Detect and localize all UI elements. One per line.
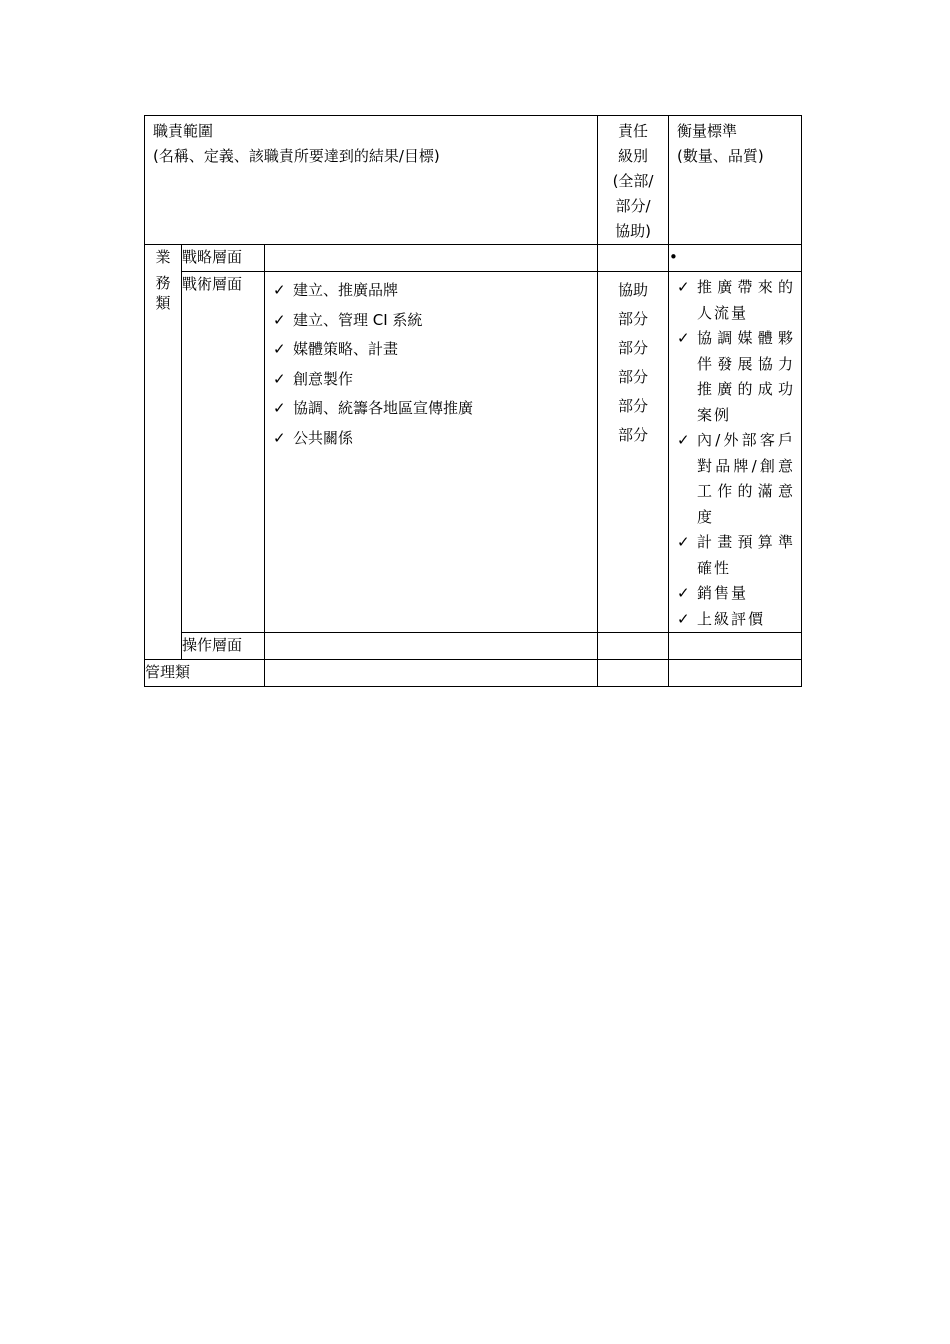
checkmark-icon: ✓ [677,278,690,296]
strategy-measure-cell [669,245,802,272]
management-duty-cell [265,660,598,687]
list-item [677,326,795,428]
duty-text: 建立、管理 CI 系統 [293,310,423,329]
list-item [677,607,795,633]
duty-text: 媒體策略、計畫 [293,340,399,358]
management-row [145,660,802,687]
checkmark-icon: ✓ [677,431,690,449]
list-item [273,424,591,454]
tactics-duty-cell [265,272,598,633]
checkmark-icon: ✓ [273,340,286,358]
header-scope-cell [145,116,598,245]
tactics-label: 戰術層面 [182,272,265,633]
tactics-level-cell [598,272,669,633]
measure-text: 內/外部客戶對品牌/創意工作的滿意度 [697,431,796,526]
category-char: 類 [155,294,171,312]
operations-level-cell [598,633,669,660]
management-level-cell [598,660,669,687]
category-char: 業 [155,248,171,266]
operations-label: 操作層面 [182,633,265,660]
scope-title: 職責範圍 [153,122,214,140]
header-row [145,116,802,245]
list-item [677,530,795,581]
header-measure-cell [669,116,802,245]
checkmark-icon: ✓ [677,609,690,628]
duty-text: 建立、推廣品牌 [293,281,399,299]
level-value: 部分 [618,426,649,444]
business-category-label [145,245,181,313]
duty-text: 創意製作 [293,369,354,388]
management-label: 管理類 [145,660,265,687]
measure-text: 上級評價 [697,609,766,628]
measure-text: 銷售量 [697,584,749,602]
category-char: 務 [155,274,171,292]
operations-duty-cell [265,633,598,660]
tactics-measure-cell [669,272,802,633]
checkmark-icon: ✓ [273,369,286,388]
checkmark-icon: ✓ [273,310,286,329]
level-value: 協助 [618,281,649,299]
list-item [273,394,591,424]
list-item [677,428,795,530]
header-level-cell [598,116,669,245]
level-value: 部分 [618,368,649,386]
tactics-row [145,272,802,633]
measure-title: 衡量標準 [677,122,738,140]
level-value: 部分 [618,310,649,328]
measure-list [669,272,801,632]
checkmark-icon: ✓ [273,281,286,299]
checkmark-icon: ✓ [273,428,286,447]
list-item [273,335,591,365]
level-line: 責任 [618,122,649,140]
strategy-level-cell [598,245,669,272]
strategy-row [145,245,802,272]
operations-measure-cell [669,633,802,660]
measure-text: 推廣帶來的人流量 [697,278,796,322]
scope-subtitle: (名稱、定義、該職責所要達到的結果/目標) [153,147,440,165]
strategy-duty-cell [265,245,598,272]
checkmark-icon: ✓ [273,399,286,417]
duty-text: 協調、統籌各地區宣傳推廣 [293,399,474,417]
level-line: 協助) [615,222,651,240]
level-line: 部分/ [615,197,651,215]
list-item [273,306,591,336]
duty-list [265,272,597,453]
list-item [677,275,795,326]
level-value: 部分 [618,397,649,415]
list-item [273,276,591,306]
list-item [273,365,591,395]
checkmark-icon: ✓ [677,329,690,347]
level-line: (全部/ [612,172,654,190]
strategy-label: 戰略層面 [182,245,265,272]
checkmark-icon: ✓ [677,533,690,551]
business-category-cell [145,245,182,660]
duty-text: 公共關係 [293,428,354,447]
operations-row [145,633,802,660]
measure-text: 協調媒體夥伴發展協力推廣的成功案例 [697,329,796,424]
duty-table [144,115,802,687]
checkmark-icon: ✓ [677,584,690,602]
level-value: 部分 [618,339,649,357]
measure-subtitle: (數量、品質) [677,147,764,165]
bullet-icon: • [669,248,678,266]
level-line: 級別 [618,147,649,165]
management-measure-cell [669,660,802,687]
list-item [677,581,795,607]
measure-text: 計畫預算準確性 [697,533,796,577]
